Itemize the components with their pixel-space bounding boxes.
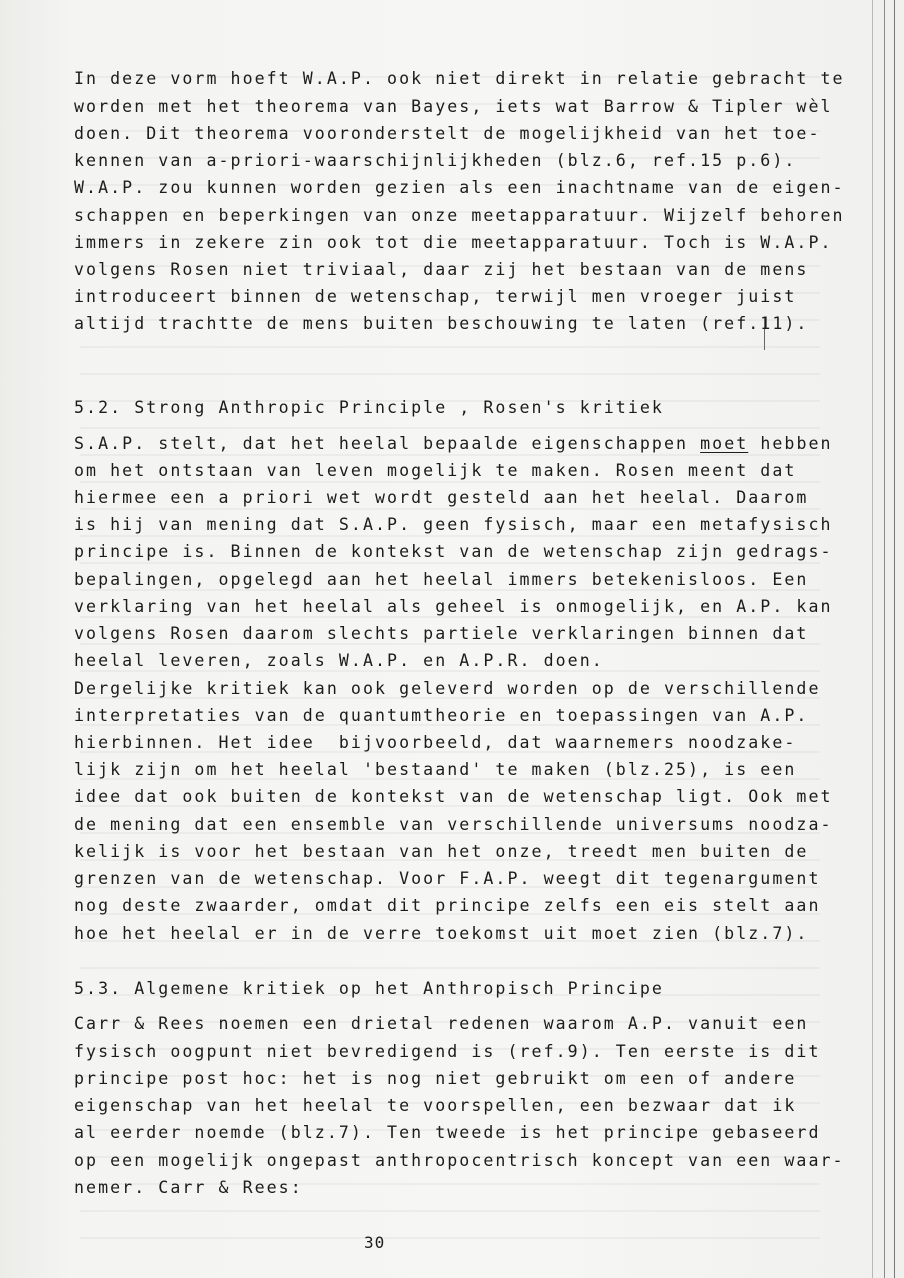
text-line: verklaring van het heelal als geheel is onmogelijk, en A.P. kan: [74, 597, 833, 616]
text-line: al eerder noemde (blz.7). Ten tweede is het principe gebaseerd: [74, 1123, 821, 1142]
text-line: is hij van mening dat S.A.P. geen fysisch, maar een metafysisch: [74, 515, 833, 534]
text-line: W.A.P. zou kunnen worden gezien als een inachtname van de eigen-: [74, 178, 845, 197]
text-line: hierbinnen. Het idee bijvoorbeeld, dat waarnemers noodzake-: [74, 733, 797, 752]
text-line: kelijk is voor het bestaan van het onze, treedt men buiten de: [74, 842, 809, 861]
emphasized-word: moet: [700, 434, 749, 453]
text-line: altijd trachtte de mens buiten beschouwing te laten (ref.11).: [74, 314, 809, 333]
text-line: introduceert binnen de wetenschap, terwijl men vroeger juist: [74, 287, 797, 306]
text-line: [74, 434, 833, 454]
text-line: idee dat ook buiten de kontekst van de wetenschap ligt. Ook met: [74, 787, 833, 806]
text-line: nog deste zwaarder, omdat dit principe zelfs een eis stelt aan: [74, 896, 821, 915]
section-heading: 5.3. Algemene kritiek op het Anthropisch Principe: [74, 979, 664, 998]
text-line: heelal leveren, zoals W.A.P. en A.P.R. doen.: [74, 651, 604, 670]
text-line: hoe het heelal er in de verre toekomst uit moet zien (blz.7).: [74, 924, 809, 943]
text-line: principe is. Binnen de kontekst van de wetenschap zijn gedrags-: [74, 542, 833, 561]
text-line: doen. Dit theorema vooronderstelt de mogelijkheid van het toe-: [74, 124, 821, 143]
text-line: om het ontstaan van leven mogelijk te maken. Rosen meent dat: [74, 461, 797, 480]
text-line: hiermee een a priori wet wordt gesteld aan het heelal. Daarom: [74, 488, 809, 507]
text-span: S.A.P. stelt, dat het heelal bepaalde eigenschappen: [74, 434, 701, 453]
text-line: kennen van a-priori-waarschijnlijkheden (blz.6, ref.15 p.6).: [74, 151, 797, 170]
text-line: lijk zijn om het heelal 'bestaand' te maken (blz.25), is een: [74, 760, 797, 779]
page-edge: [894, 0, 895, 1278]
text-line: fysisch oogpunt niet bevredigend is (ref.9). Ten eerste is dit: [74, 1042, 821, 1061]
section-heading: 5.2. Strong Anthropic Principle , Rosen's kritiek: [74, 398, 664, 417]
text-line: schappen en beperkingen van onze meetapparatuur. Wijzelf behoren: [74, 206, 845, 225]
text-line: interpretaties van de quantumtheorie en toepassingen van A.P.: [74, 706, 809, 725]
page-edge: [872, 0, 873, 1278]
text-line: Carr & Rees noemen een drietal redenen waarom A.P. vanuit een: [74, 1014, 809, 1033]
page-number: 30: [364, 1233, 386, 1252]
text-line: op een mogelijk ongepast anthropocentrisch koncept van een waar-: [74, 1151, 845, 1170]
text-line: Dergelijke kritiek kan ook geleverd worden op de verschillende: [74, 679, 821, 698]
text-line: immers in zekere zin ook tot die meetapparatuur. Toch is W.A.P.: [74, 233, 833, 252]
text-line: In deze vorm hoeft W.A.P. ook niet direkt in relatie gebracht te: [74, 69, 845, 88]
text-line: volgens Rosen niet triviaal, daar zij het bestaan van de mens: [74, 260, 809, 279]
text-line: nemer. Carr & Rees:: [74, 1178, 303, 1197]
text-line: grenzen van de wetenschap. Voor F.A.P. weegt dit tegenargument: [74, 869, 821, 888]
text-line: de mening dat een ensemble van verschillende universums noodza-: [74, 815, 833, 834]
text-line: eigenschap van het heelal te voorspellen, een bezwaar dat ik: [74, 1096, 797, 1115]
text-line: principe post hoc: het is nog niet gebruikt om een of andere: [74, 1069, 797, 1088]
page-edge: [884, 0, 885, 1278]
text-span: hebben: [748, 434, 833, 453]
text-line: volgens Rosen daarom slechts partiele verklaringen binnen dat: [74, 624, 809, 643]
text-line: bepalingen, opgelegd aan het heelal immers betekenisloos. Een: [74, 570, 809, 589]
text-line: worden met het theorema van Bayes, iets wat Barrow & Tipler wèl: [74, 97, 833, 116]
